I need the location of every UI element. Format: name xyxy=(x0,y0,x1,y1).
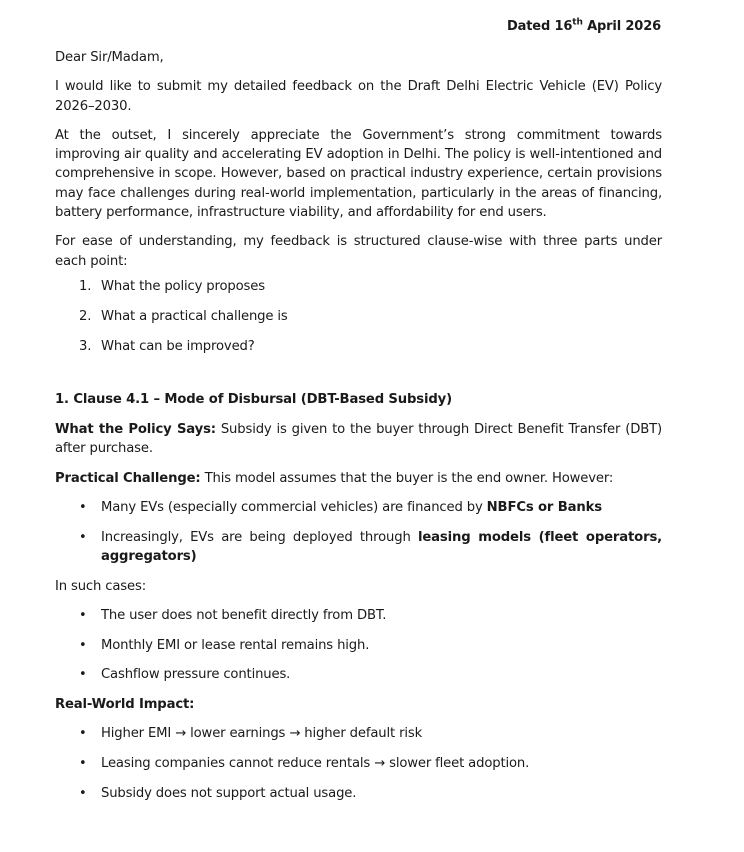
challenge-paragraph xyxy=(55,469,662,488)
cases-bullets xyxy=(55,606,662,685)
challenge-text: This model assumes that the buyer is the end owner. However: xyxy=(200,470,614,486)
letter-body xyxy=(55,48,662,813)
cases-label: In such cases: xyxy=(55,578,146,594)
structure-item-text: What can be improved? xyxy=(101,338,255,354)
impact-bullets xyxy=(55,724,662,803)
list-item xyxy=(55,528,662,567)
list-item xyxy=(55,724,662,743)
structure-item-text: What the policy proposes xyxy=(101,278,265,294)
intro-paragraph: I would like to submit my detailed feedback on the Draft Delhi Electric Vehicle (EV) Policy 2026–2030. xyxy=(55,79,662,114)
list-item-text: Many EVs (especially commercial vehicles) are financed by xyxy=(101,499,487,515)
structure-item-number: 2. xyxy=(79,308,92,324)
challenge-bullets xyxy=(55,498,662,566)
list-item-bold-text: NBFCs or Banks xyxy=(486,499,602,515)
structure-item xyxy=(55,277,662,296)
structure-item xyxy=(55,337,662,356)
bullet-icon: • xyxy=(79,667,87,683)
bullet-icon: • xyxy=(79,785,87,801)
list-item-text: Cashflow pressure continues. xyxy=(101,667,291,683)
bullet-icon: • xyxy=(79,755,87,771)
impact-label: Real-World Impact: xyxy=(55,696,195,712)
list-item xyxy=(55,665,662,684)
list-item xyxy=(55,498,662,517)
date-prefix: Dated 16 xyxy=(506,19,573,34)
bullet-icon: • xyxy=(79,726,87,742)
date-ordinal-suffix: th xyxy=(572,17,583,28)
bullet-icon: • xyxy=(79,529,87,545)
list-item xyxy=(55,754,662,773)
clause-heading: 1. Clause 4.1 – Mode of Disbursal (DBT-Based Subsidy) xyxy=(55,391,452,407)
appreciation-paragraph: At the outset, I sincerely appreciate the Government’s strong commitment towards improving air quality and accelerating EV adoption in Delhi. The policy is well-intentioned and comprehensive in scope. However, based on practical industry experience, certain provisions may face challenges during real-world implementation, particularly in the areas of financing, battery performance, infrastructure viability, and affordability for end users. xyxy=(55,127,662,221)
bullet-icon: • xyxy=(79,637,87,653)
list-item-text: Higher EMI → lower earnings → higher default risk xyxy=(101,726,423,742)
salutation: Dear Sir/Madam, xyxy=(55,50,164,65)
bullet-icon: • xyxy=(79,607,87,623)
structure-list xyxy=(55,277,662,356)
list-item-text: Increasingly, EVs are being deployed through xyxy=(101,529,418,545)
structure-item xyxy=(55,307,662,326)
challenge-label: Practical Challenge: xyxy=(55,470,201,486)
list-item xyxy=(55,636,662,655)
date-line xyxy=(507,19,661,34)
list-item xyxy=(55,606,662,625)
structure-item-number: 3. xyxy=(79,338,92,354)
list-item xyxy=(55,784,662,803)
structure-note: For ease of understanding, my feedback is structured clause-wise with three parts under each point: xyxy=(55,234,662,269)
list-item-text: Subsidy does not support actual usage. xyxy=(101,785,357,801)
list-item-text: The user does not benefit directly from DBT. xyxy=(101,607,387,623)
list-item-bold-text: leasing models (fleet operators, aggregators) xyxy=(101,529,662,564)
policy-says-text: Subsidy is given to the buyer through Direct Benefit Transfer (DBT) after purchase. xyxy=(55,421,662,457)
structure-item-text: What a practical challenge is xyxy=(101,308,288,324)
bullet-icon: • xyxy=(79,499,87,515)
list-item-text: Monthly EMI or lease rental remains high. xyxy=(101,637,370,653)
date-rest: April 2026 xyxy=(582,19,661,34)
policy-says-label: What the Policy Says: xyxy=(55,421,216,437)
policy-says-paragraph xyxy=(55,420,662,459)
structure-item-number: 1. xyxy=(79,278,92,294)
list-item-text: Leasing companies cannot reduce rentals → slower fleet adoption. xyxy=(101,755,530,771)
